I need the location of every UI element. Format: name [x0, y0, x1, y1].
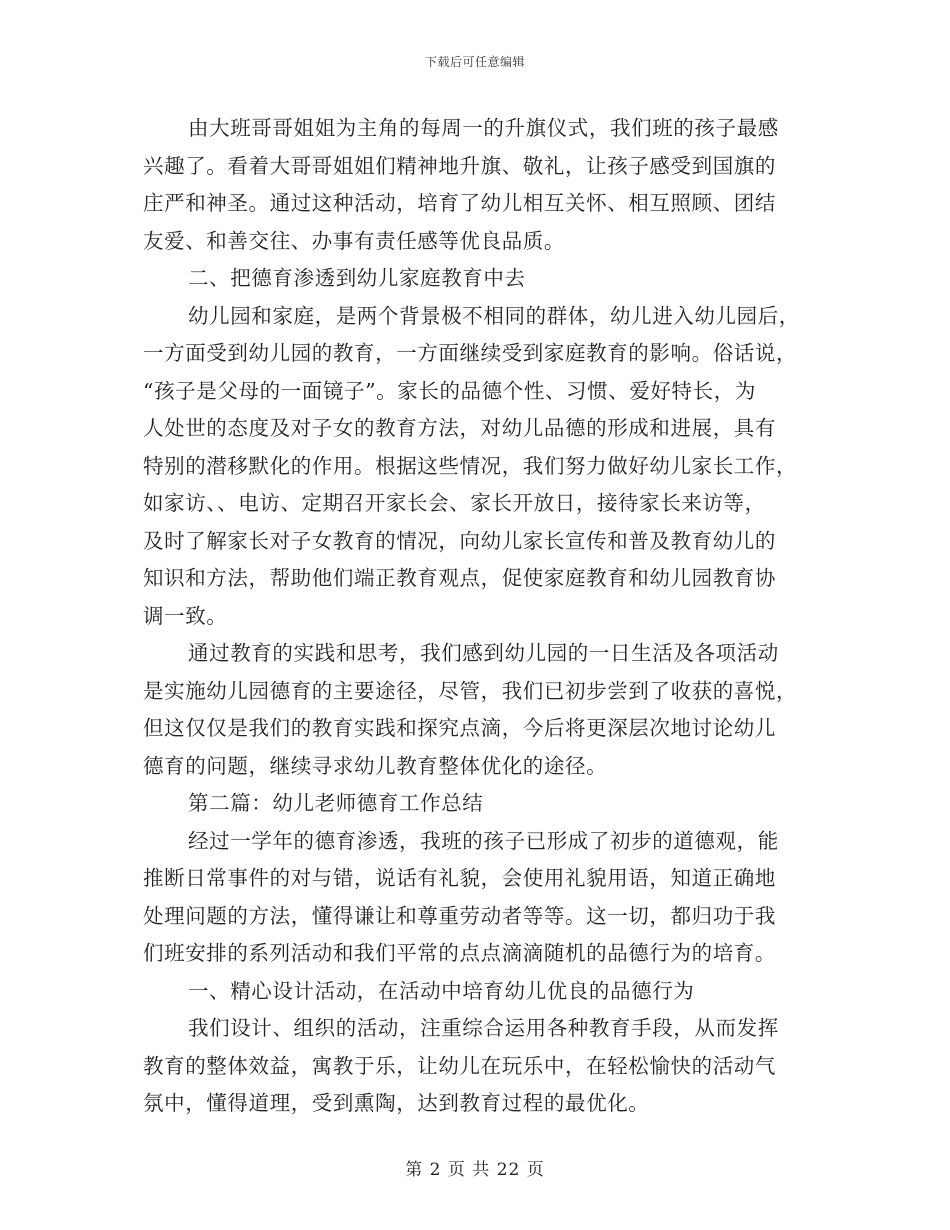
- document-body: [143, 110, 803, 1123]
- page-number-footer: 第 2 页 共 22 页: [405, 1160, 545, 1180]
- text-line: 庄严和神圣。通过这种活动，培育了幼儿相互关怀、相互照顾、团结: [143, 191, 776, 215]
- text-line: 但这仅仅是我们的教育实践和探究点滴，今后将更深层次地讨论幼儿: [143, 716, 776, 740]
- text-line: 二、把德育渗透到幼儿家庭教育中去: [188, 266, 526, 290]
- text-line: 是实施幼儿园德育的主要途径，尽管，我们已初步尝到了收获的喜悦，: [143, 678, 798, 703]
- text-line: 人处世的态度及对子女的教育方法，对幼儿品德的形成和进展，具有: [143, 416, 776, 440]
- text-line: 调一致。: [143, 603, 228, 628]
- text-line: 兴趣了。看着大哥哥姐姐们精神地升旗、敬礼，让孩子感受到国旗的: [143, 153, 776, 178]
- text-line: 及时了解家长对子女教育的情况，向幼儿家长宣传和普及教育幼儿的: [143, 528, 776, 553]
- page-header: 下载后可任意编辑: [424, 55, 525, 69]
- text-line: 处理问题的方法，懂得谦让和尊重劳动者等等。这一切，都归功于我: [143, 903, 776, 928]
- text-line: 特别的潜移默化的作用。根据这些情况，我们努力做好幼儿家长工作，: [143, 453, 798, 478]
- text-line: 第二篇：幼儿老师德育工作总结: [188, 791, 484, 815]
- text-line: 知识和方法，帮助他们端正教育观点，促使家庭教育和幼儿园教育协: [143, 566, 776, 590]
- text-line: 如家访、、电访、定期召开家长会、家长开放日，接待家长来访等，: [143, 491, 766, 515]
- text-line: 幼儿园和家庭，是两个背景极不相同的群体，幼儿进入幼儿园后，: [188, 303, 800, 328]
- text-line: 推断日常事件的对与错，说话有礼貌，会使用礼貌用语，知道正确地: [143, 866, 776, 890]
- text-line: 通过教育的实践和思考，我们感到幼儿园的一日生活及各项活动: [188, 641, 779, 665]
- text-line: 经过一学年的德育渗透，我班的孩子已形成了初步的道德观，能: [188, 828, 779, 853]
- text-line: 德育的问题，继续寻求幼儿教育整体优化的途径。: [143, 753, 608, 778]
- text-line: 教育的整体效益，寓教于乐，让幼儿在玩乐中，在轻松愉快的活动气: [143, 1053, 776, 1078]
- text-line: 由大班哥哥姐姐为主角的每周一的升旗仪式，我们班的孩子最感: [188, 116, 779, 140]
- text-line: “孩子是父母的一面镜子”。家长的品德个性、习惯、爱好特长，为: [143, 378, 756, 403]
- text-line: 氛中，懂得道理，受到熏陶，达到教育过程的最优化。: [143, 1091, 650, 1115]
- text-line: 们班安排的系列活动和我们平常的点点滴滴随机的品德行为的培育。: [143, 941, 776, 965]
- text-line: 友爱、和善交往、办事有责任感等优良品质。: [143, 228, 565, 253]
- text-line: 一方面受到幼儿园的教育，一方面继续受到家庭教育的影响。俗话说，: [143, 341, 798, 365]
- text-line: 我们设计、组织的活动，注重综合运用各种教育手段，从而发挥: [188, 1016, 779, 1040]
- text-line: 一、精心设计活动，在活动中培育幼儿优良的品德行为: [188, 978, 695, 1003]
